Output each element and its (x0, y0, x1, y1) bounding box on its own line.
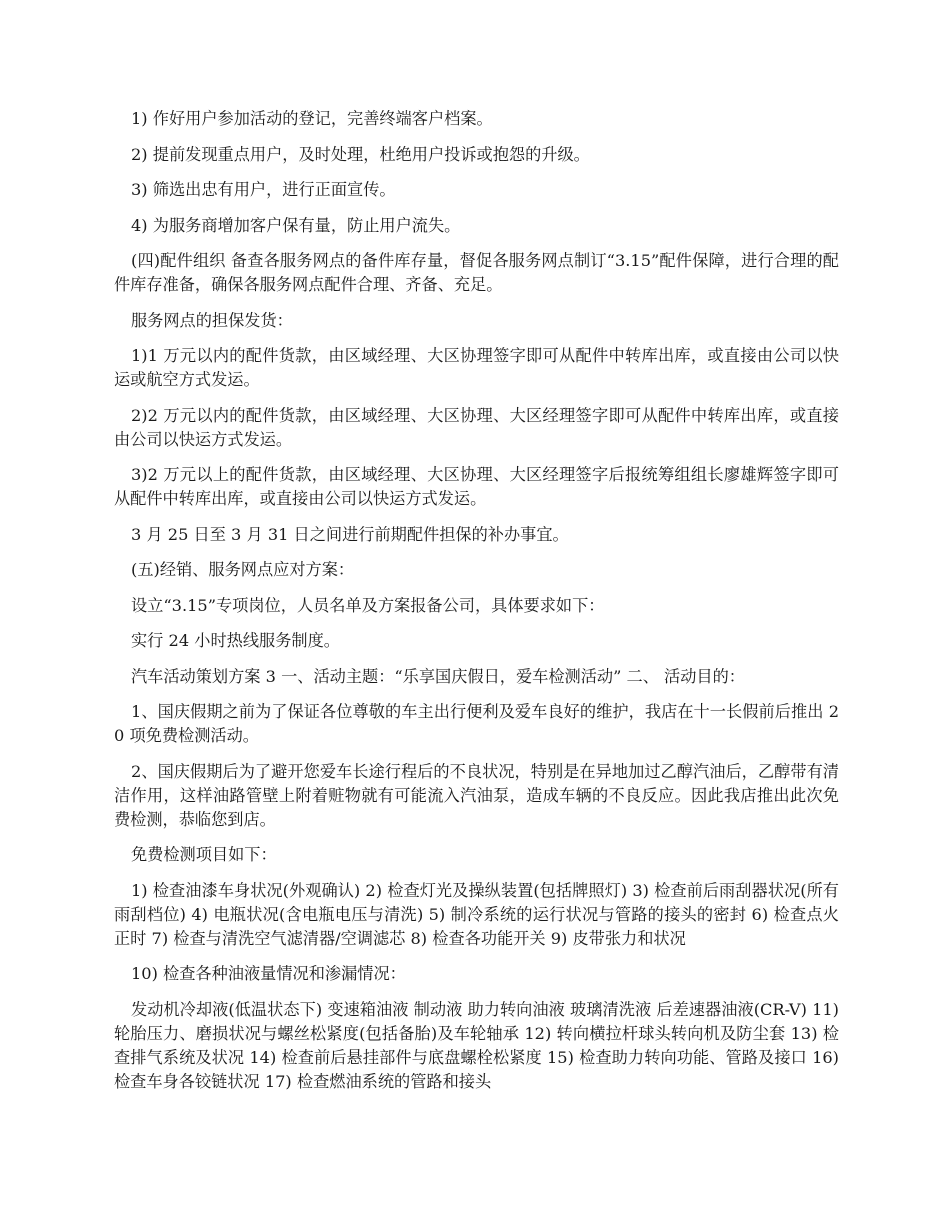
paragraph-20: 发动机冷却液(低温状态下) 变速箱油液 制动液 助力转向油液 玻璃清洗液 后差速器油液(CR-V) 11) 轮胎压力、磨损状况与螺丝松紧度(包括备胎)及车轮轴承 12) 转向横拉杆球头转向机及防尘套 13) 检查排气系统及状况 14) 检查前后悬挂部件与底盘螺栓松紧度 15) 检查助力转向功能、管路及接口 16) 检查车身各铰链状况 17) 检查燃油系统的管路和接头 (114, 999, 839, 1091)
paragraph-9: 3)2 万元以上的配件货款，由区域经理、大区协理、大区经理签字后报统筹组组长廖雄辉签字即可从配件中转库出库，或直接由公司以快运方式发运。 (114, 465, 839, 508)
paragraph-13: 实行 24 小时热线服务制度。 (131, 631, 340, 650)
paragraph-14: 汽车活动策划方案 3 一、活动主题：“乐享国庆假日，爱车检测活动” 二、 活动目的： (131, 666, 745, 686)
paragraph-3: 3) 筛选出忠有用户，进行正面宣传。 (131, 180, 396, 199)
paragraph-10: 3 月 25 日至 3 月 31 日之间进行前期配件担保的补办事宜。 (131, 524, 569, 544)
paragraph-1: 1) 作好用户参加活动的登记，完善终端客户档案。 (131, 109, 493, 128)
paragraph-5: (四)配件组织 备查各服务网点的备件库存量，督促各服务网点制订“3.15”配件保障，进行合理的配件库存准备，确保各服务网点配件合理、齐备、充足。 (114, 251, 839, 294)
paragraph-7: 1)1 万元以内的配件货款，由区域经理、大区协理签字即可从配件中转库出库，或直接由公司以快运或航空方式发运。 (114, 346, 839, 389)
paragraph-6: 服务网点的担保发货： (131, 310, 293, 330)
paragraph-12: 设立“3.15”专项岗位，人员名单及方案报备公司，具体要求如下： (131, 595, 605, 615)
paragraph-18: 1) 检查油漆车身状况(外观确认) 2) 检查灯光及操纵装置(包括牌照灯) 3) 检查前后雨刮器状况(所有雨刮档位) 4) 电瓶状况(含电瓶电压与清洗) 5) 制冷系统的运行状况与管路的接头的密封 6) 检查点火正时 7) 检查与清洗空气滤清器/空调滤芯 8) 检查各功能开关 9) 皮带张力和状况 (114, 880, 839, 948)
paragraph-4: 4) 为服务商增加客户保有量，防止用户流失。 (131, 215, 461, 235)
paragraph-15: 1、国庆假期之前为了保证各位尊敬的车主出行便利及爱车良好的维护，我店在十一长假前后推出 20 项免费检测活动。 (114, 702, 839, 745)
paragraph-17: 免费检测项目如下： (131, 845, 277, 864)
paragraph-11: (五)经销、服务网点应对方案： (131, 560, 355, 579)
paragraph-19: 10) 检查各种油液量情况和渗漏情况： (131, 964, 406, 983)
paragraph-16: 2、国庆假期后为了避开您爱车长途行程后的不良状况，特别是在异地加过乙醇汽油后，乙醇带有清洁作用，这样油路管壁上附着赃物就有可能流入汽油泵，造成车辆的不良反应。因此我店推出此次免费检测，恭临您到店。 (114, 761, 839, 829)
paragraph-2: 2) 提前发现重点用户，及时处理，杜绝用户投诉或抱怨的升级。 (131, 144, 590, 164)
document-page (114, 107, 839, 1105)
paragraph-8: 2)2 万元以内的配件货款，由区域经理、大区协理、大区经理签字即可从配件中转库出库，或直接由公司以快运方式发运。 (114, 405, 839, 449)
